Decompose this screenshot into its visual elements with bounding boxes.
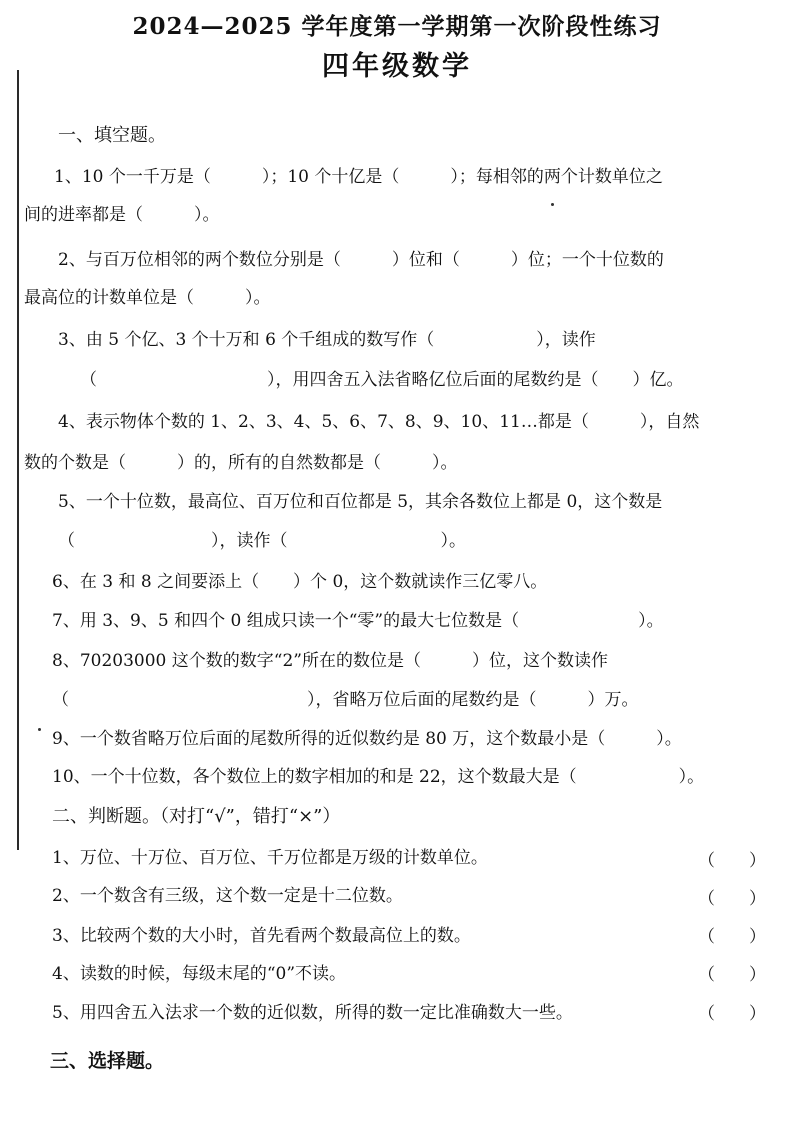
scan-speck xyxy=(38,728,41,731)
exam-subtitle: 四年级数学 xyxy=(322,51,472,82)
question-2-line-1: 2、与百万位相邻的两个数位分别是（ ）位和（ ）位；一个十位数的 xyxy=(58,250,664,270)
judgment-item-1: 1、万位、十万位、百万位、千万位都是万级的计数单位。 xyxy=(52,848,488,868)
question-6: 6、在 3 和 8 之间要添上（ ）个 0，这个数就读作三亿零八。 xyxy=(52,572,548,592)
question-3-line-1: 3、由 5 个亿、3 个十万和 6 个千组成的数写作（ ），读作 xyxy=(58,330,596,350)
judgment-answer-box-5[interactable]: （ ） xyxy=(698,1004,766,1024)
section2-heading: 二、判断题。（对打“√”，错打“×”） xyxy=(52,806,341,827)
question-4-line-2: 数的个数是（ ）的，所有的自然数都是（ ）。 xyxy=(24,453,458,473)
question-8-line-1: 8、70203000 这个数的数字“2”所在的数位是（ ）位，这个数读作 xyxy=(52,651,608,671)
judgment-answer-box-2[interactable]: （ ） xyxy=(698,889,766,909)
question-10: 10、一个十位数，各个数位上的数字相加的和是 22，这个数最大是（ ）。 xyxy=(52,767,705,787)
question-4-line-1: 4、表示物体个数的 1、2、3、4、5、6、7、8、9、10、11…都是（ ），自然 xyxy=(58,412,700,432)
question-1-line-1: 1、10 个一千万是（ ）；10 个十亿是（ ）；每相邻的两个计数单位之 xyxy=(54,167,663,187)
section1-heading: 一、填空题。 xyxy=(58,125,166,146)
section3-heading: 三、选择题。 xyxy=(50,1050,165,1072)
question-5-line-2: （ ），读作（ ）。 xyxy=(58,531,466,551)
judgment-item-2: 2、一个数含有三级，这个数一定是十二位数。 xyxy=(52,886,403,906)
question-5-line-1: 5、一个十位数，最高位、百万位和百位都是 5，其余各数位上都是 0，这个数是 xyxy=(58,492,663,512)
question-1-line-2: 间的进率都是（ ）。 xyxy=(24,205,220,225)
judgment-item-3: 3、比较两个数的大小时，首先看两个数最高位上的数。 xyxy=(52,926,471,946)
judgment-item-5: 5、用四舍五入法求一个数的近似数，所得的数一定比准确数大一些。 xyxy=(52,1003,573,1023)
exam-title: 2024—2025 学年度第一学期第一次阶段性练习 xyxy=(132,13,662,40)
question-8-line-2: （ ），省略万位后面的尾数约是（ ）万。 xyxy=(52,690,639,710)
question-2-line-2: 最高位的计数单位是（ ）。 xyxy=(24,288,271,308)
question-9: 9、一个数省略万位后面的尾数所得的近似数约是 80 万，这个数最小是（ ）。 xyxy=(52,729,682,749)
judgment-answer-box-4[interactable]: （ ） xyxy=(698,965,766,985)
scan-edge-line xyxy=(17,70,19,850)
question-3-line-2: （ ），用四舍五入法省略亿位后面的尾数约是（ ）亿。 xyxy=(80,370,684,390)
question-7: 7、用 3、9、5 和四个 0 组成只读一个“零”的最大七位数是（ ）。 xyxy=(52,611,664,631)
judgment-answer-box-3[interactable]: （ ） xyxy=(698,927,766,947)
scan-speck xyxy=(551,203,554,206)
judgment-item-4: 4、读数的时候，每级末尾的“0”不读。 xyxy=(52,964,347,984)
judgment-answer-box-1[interactable]: （ ） xyxy=(698,851,766,871)
